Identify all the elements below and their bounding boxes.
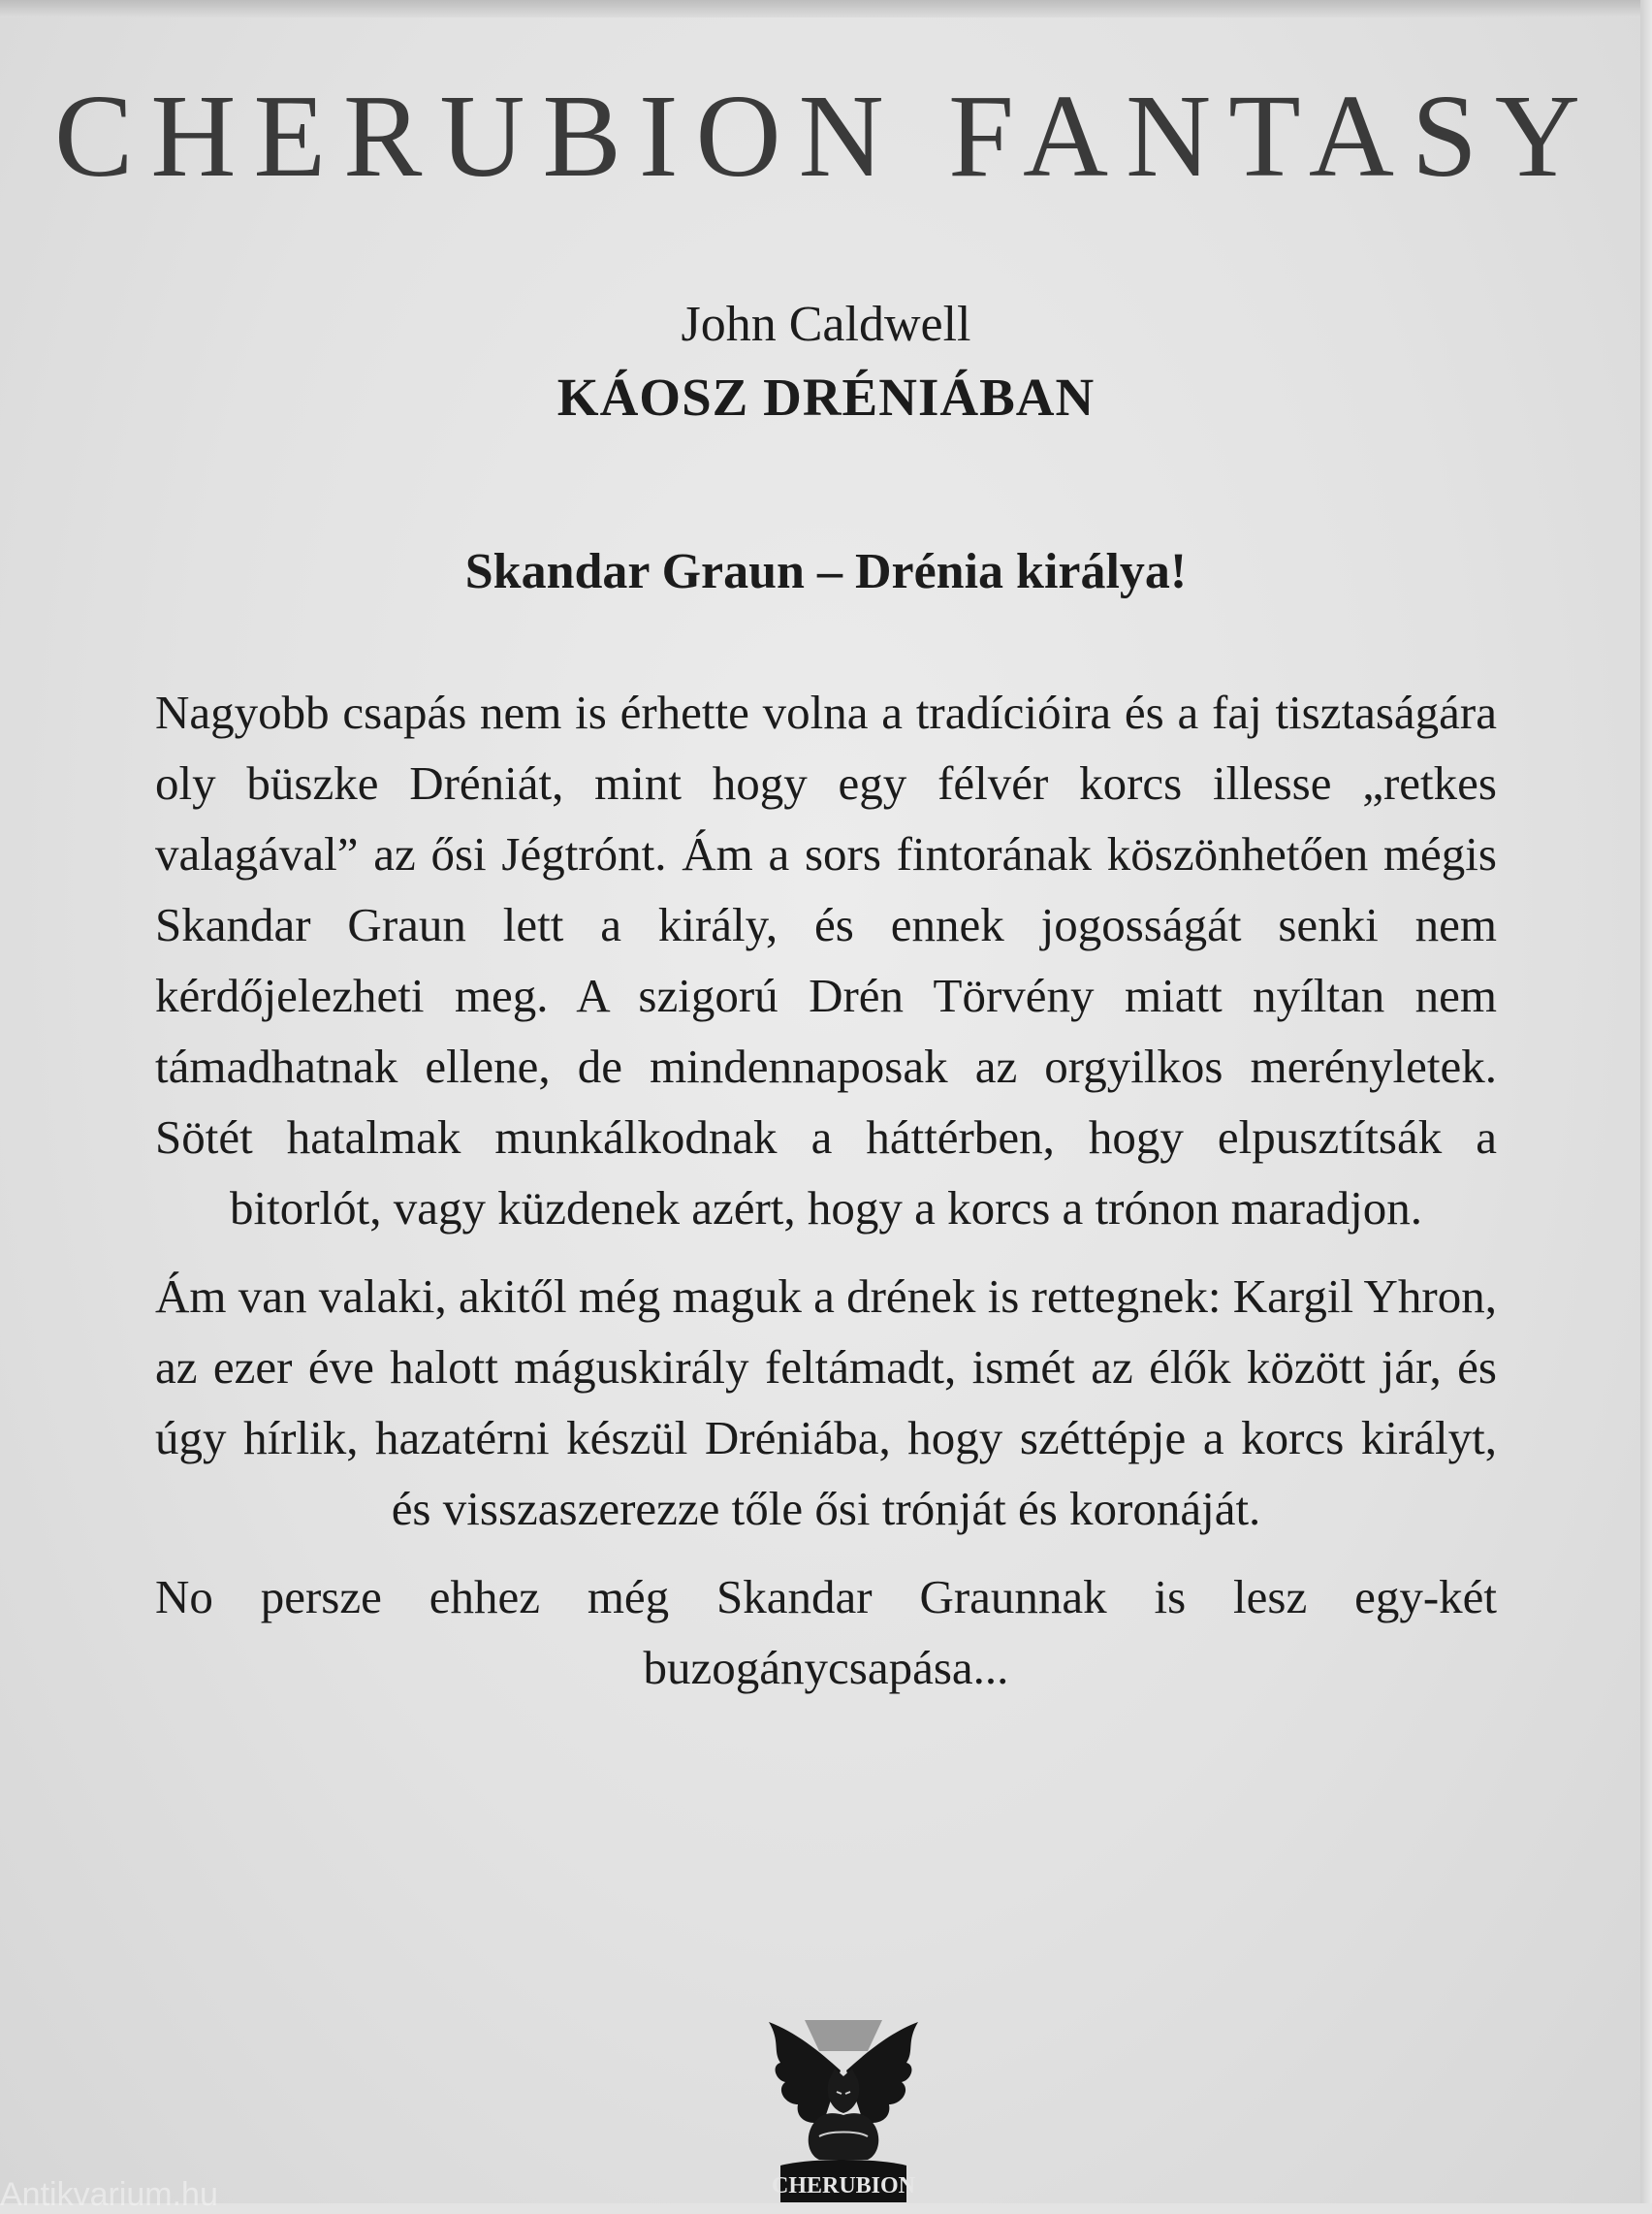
top-edge-shadow — [0, 0, 1652, 17]
logo-text: CHERUBION — [771, 2173, 916, 2198]
blurb-paragraph-1: Nagyobb csapás nem is érhette volna a tradícióira és a faj tisztaságára oly büszke Dréniát, mint hogy egy félvér korcs illesse „retkes valagával” az ősi Jégtrónt. Ám a sors fintorának köszönhetően mégis Skandar Graun lett a király, és ennek jogosságát senki nem kérdőjelezheti meg. A szigorú Drén Törvény miatt nyíltan nem támadhatnak ellene, de mindennaposak az orgyilkos merényletek. Sötét hatalmak munkálkodnak a háttérben, hogy elpusztítsák a bitorlót, vagy küzdenek azért, hogy a korcs a trónon maradjon. — [155, 686, 1497, 1235]
blurb-text — [155, 677, 1497, 1720]
tagline: Skandar Graun – Drénia királya! — [464, 544, 1188, 599]
cherubion-gargoyle-logo-icon — [751, 2012, 936, 2203]
watermark: Antikvarium.hu — [0, 2176, 218, 2213]
blurb-paragraph-3: No persze ehhez még Skandar Graunnak is lesz egy-két buzogánycsapása... — [155, 1570, 1497, 1694]
blurb-paragraph-2: Ám van valaki, akitől még maguk a drének is rettegnek: Kargil Yhron, az ezer éve halott máguskirály feltámadt, ismét az élők között jár, és úgy hírlik, hazatérni készül Dréniába, hogy széttépje a korcs királyt, és visszaszerezze tőle ősi trónját és koronáját. — [155, 1269, 1497, 1535]
author-name: John Caldwell — [681, 297, 971, 352]
book-title: KÁOSZ DRÉNIÁBAN — [556, 368, 1096, 427]
series-title: CHERUBION FANTASY — [53, 71, 1598, 202]
